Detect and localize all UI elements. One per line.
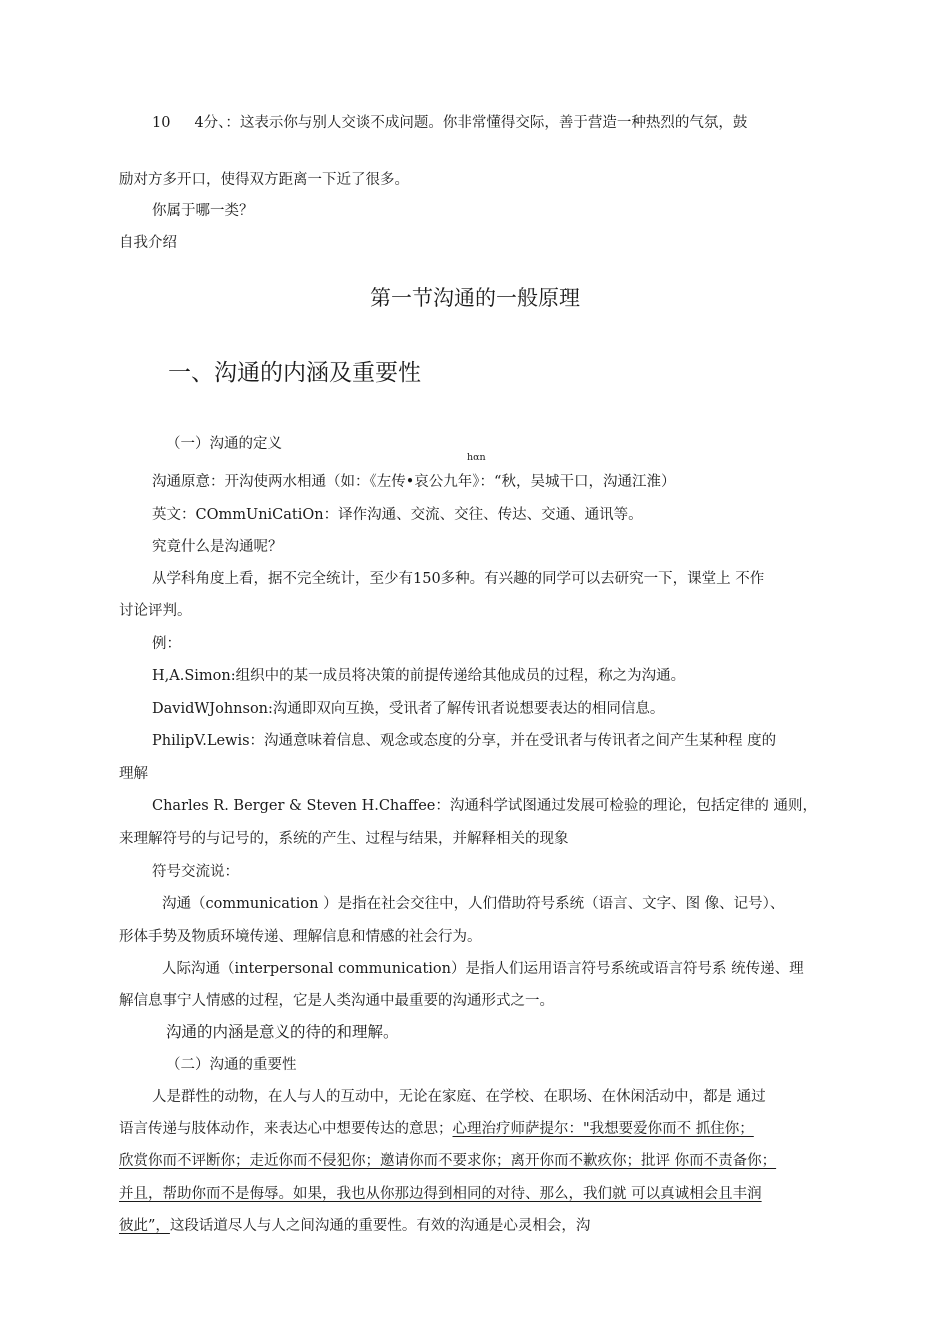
definition-simon: H,A.Simon:组织中的某一成员将决策的前提传递给其他成员的过程，称之为沟通。 <box>152 668 686 684</box>
definition-berger-line2: 来理解符号的与记号的，系统的产生、过程与结果，并解释相关的现象 <box>119 831 569 847</box>
importance-conclusion: 这段话道尽人与人之间沟通的重要性。有效的沟通是心灵相会，沟 <box>169 1218 591 1234</box>
paragraph-origin: 沟通原意：开沟使两水相通（如：《左传•哀公九年》：“秋，吴城干口，沟通江淮） <box>152 474 676 490</box>
paragraph-english: 英文：COmmUniCatiOn：译作沟通、交流、交往、传达、交通、通讯等。 <box>152 507 643 523</box>
subheading-definition: （一）沟通的定义 <box>166 436 282 452</box>
importance-line5 <box>119 1216 590 1236</box>
symbol-theory-label: 符号交流说： <box>152 864 239 880</box>
paragraph-line: 励对方多开口，使得双方距离一下近了很多。 <box>119 172 409 188</box>
importance-line2 <box>119 1119 754 1139</box>
satir-quote-end: 彼此”， <box>119 1218 170 1234</box>
score-description: 4分、：这表示你与别人交谈不成问题。你非常懂得交际，善于营造一种热烈的气氛，鼓 <box>194 115 748 131</box>
definition-berger-line1: Charles R. Berger & Steven H.Chaffee：沟通科学试图通过发展可检验的理论，包括定律的 通则， <box>152 798 817 814</box>
importance-line2-text: 语言传递与肢体动作，来表达心中想要传达的意思； <box>119 1121 453 1137</box>
definition-lewis-line2: 理解 <box>119 766 148 782</box>
satir-quote-start: 心理治疗师萨提尔："我想要爱你而不 抓住你； <box>452 1121 754 1137</box>
interpersonal-def-line1: 人际沟通（interpersonal communication）是指人们运用语言符号系统或语言符号系 统传递、理 <box>162 961 804 977</box>
question-line: 你属于哪一类？ <box>152 203 254 219</box>
section-title: 第一节沟通的一般原理 <box>370 286 580 310</box>
pinyin-annotation: hαn <box>467 452 486 463</box>
communication-def-line2: 形体手势及物质环境传递、理解信息和情感的社会行为。 <box>119 929 482 945</box>
definition-lewis-line1: PhilipV.Lewis：沟通意味着信息、观念或态度的分享，并在受讯者与传讯者之间产生某种程 度的 <box>152 733 777 749</box>
definition-johnson: DavidWJohnson:沟通即双向互换，受讯者了解传讯者说想要表达的相同信息。 <box>152 701 665 717</box>
essence-statement: 沟通的内涵是意义的待的和理解。 <box>166 1023 399 1041</box>
importance-line1: 人是群性的动物，在人与人的互动中，无论在家庭、在学校、在职场、在休闲活动中，都是 通过 <box>152 1089 766 1105</box>
communication-def-line1: 沟通（communication ）是指在社会交往中，人们借助符号系统（语言、文字、图 像、记号）、 <box>162 896 785 912</box>
score-number: 10 <box>152 115 171 131</box>
interpersonal-def-line2: 解信息事宁人情感的过程，它是人类沟通中最重要的沟通形式之一。 <box>119 993 554 1009</box>
paragraph-count-line2: 讨论评判。 <box>119 603 192 619</box>
heading-connotation: 一、沟通的内涵及重要性 <box>168 360 421 386</box>
subheading-importance: （二）沟通的重要性 <box>166 1057 297 1073</box>
satir-quote-line2: 欣赏你而不评断你；走近你而不侵犯你；邀请你而不要求你；离开你而不歉疚你；批评 你而不责备你； <box>119 1153 777 1169</box>
paragraph-count-line1: 从学科角度上看，据不完全统计，至少有150多种。有兴趣的同学可以去研究一下，课堂上 不作 <box>152 571 765 587</box>
self-intro-label: 自我介绍 <box>119 235 177 251</box>
score-line <box>152 113 747 133</box>
satir-quote-line3: 并且，帮助你而不是侮辱。如果，我也从你那边得到相同的对待、那么，我们就 可以真诚相会且丰润 <box>119 1186 762 1202</box>
example-label: 例： <box>152 636 181 652</box>
paragraph-question: 究竟什么是沟通呢？ <box>152 539 283 555</box>
